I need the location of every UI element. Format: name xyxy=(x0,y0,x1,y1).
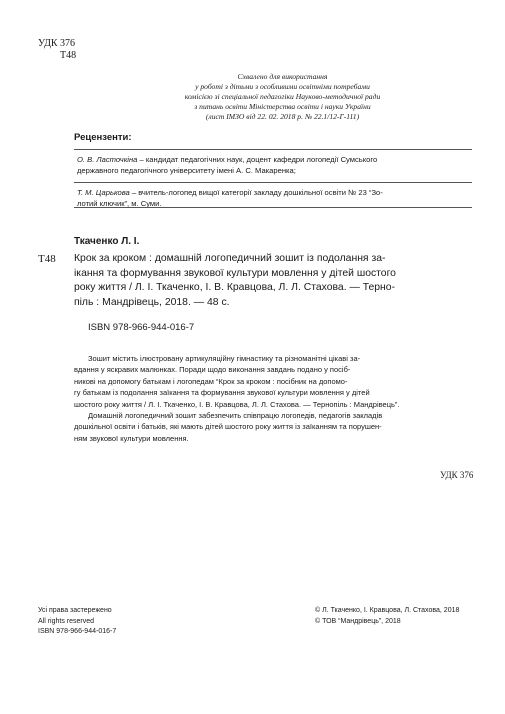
divider xyxy=(74,149,472,150)
udk-label: УДК 376 xyxy=(38,38,76,49)
reviewer-entry xyxy=(77,154,472,176)
imprint xyxy=(38,606,116,638)
annotation-line: ням звукової культури мовлення. xyxy=(74,433,189,443)
bib-line: ікання та формування звукової культури мовлення у дітей шостого xyxy=(74,267,396,279)
approval-line: з питань освіти Міністерства освіти і науки України xyxy=(194,102,371,111)
bib-line: року життя / Л. І. Ткаченко, І. В. Кравцова, Л. Л. Стахова. — Терно- xyxy=(74,282,396,293)
approval-note xyxy=(110,72,455,122)
approval-line: Схвалено для використання xyxy=(237,72,328,81)
annotation-line: Зошит містить ілюстровану артикуляційну гімнастику та різноманітні цікаві за- xyxy=(88,354,361,363)
imprint-line: Усі права застережено xyxy=(38,607,112,614)
annotation-line: гу батькам із подолання заїкання та формування звукової культури мовлення у дітей xyxy=(74,388,370,398)
copyright xyxy=(315,606,459,627)
bib-line: піль : Мандрівець, 2018. — 48 с. xyxy=(74,296,230,308)
reviewer-desc: лотий ключик”, м. Суми. xyxy=(77,199,162,208)
reviewer-desc: державного педагогічного університету імені А. С. Макаренка; xyxy=(77,166,296,175)
udk-footer: УДК 376 xyxy=(440,470,474,480)
reviewer-entry xyxy=(77,187,472,209)
approval-line: у роботі з дітьми з особливими освітніми потребами xyxy=(195,82,370,91)
annotation-line: дошкільної освіти і батьків, які мають дітей шостого року життя із заїканням та порушен- xyxy=(74,422,382,432)
divider xyxy=(74,207,472,208)
bib-line: Крок за кроком : домашній логопедичний зошит із подолання за- xyxy=(74,253,386,264)
catalog-code-top: Т48 xyxy=(60,50,77,61)
bibliographic-description xyxy=(74,252,472,310)
catalog-code: Т48 xyxy=(38,253,56,265)
approval-line: комісією зі спеціальної педагогіки Науково-методичної ради xyxy=(184,92,381,101)
annotation xyxy=(74,353,472,444)
imprint-line: ISBN 978-966-944-016-7 xyxy=(38,628,117,635)
reviewer-desc: – вчитель-логопед вищої категорії закладу дошкільної освіти № 23 “Зо- xyxy=(129,188,383,197)
udk-header xyxy=(38,38,76,62)
copyright-line: © Л. Ткаченко, І. Кравцова, Л. Стахова, 2018 xyxy=(315,607,460,614)
annotation-line: никові на допомогу батькам і логопедам “Крок за кроком : посібник на допомо- xyxy=(74,376,348,386)
annotation-line: Домашній логопедичний зошит забезпечить співпрацю логопедів, педагогів закладів xyxy=(88,411,383,421)
annotation-line: шостого року життя / Л. І. Ткаченко, І. В. Кравцова, Л. Л. Стахова. — Тернопіль : Мандрівець”. xyxy=(74,399,400,409)
approval-line: (лист ІМЗО від 22. 02. 2018 р. № 22.1/12-Г-111) xyxy=(205,112,360,121)
annotation-line: вдання у яскравих малюнках. Поради щодо виконання завдань подано у посіб- xyxy=(74,365,351,375)
divider xyxy=(74,182,472,183)
reviewers-title: Рецензенти: xyxy=(74,132,132,143)
catalog-author: Ткаченко Л. І. xyxy=(74,236,140,247)
reviewer-desc: – кандидат педагогічних наук, доцент кафедри логопедії Сумського xyxy=(137,155,378,164)
copyright-line: © ТОВ “Мандрівець”, 2018 xyxy=(315,617,401,625)
reviewer-name: Т. М. Царькова xyxy=(77,188,130,197)
isbn: ISBN 978-966-944-016-7 xyxy=(88,322,195,333)
imprint-line: All rights reserved xyxy=(38,617,95,625)
reviewer-name: О. В. Ласточкіна xyxy=(77,155,138,164)
